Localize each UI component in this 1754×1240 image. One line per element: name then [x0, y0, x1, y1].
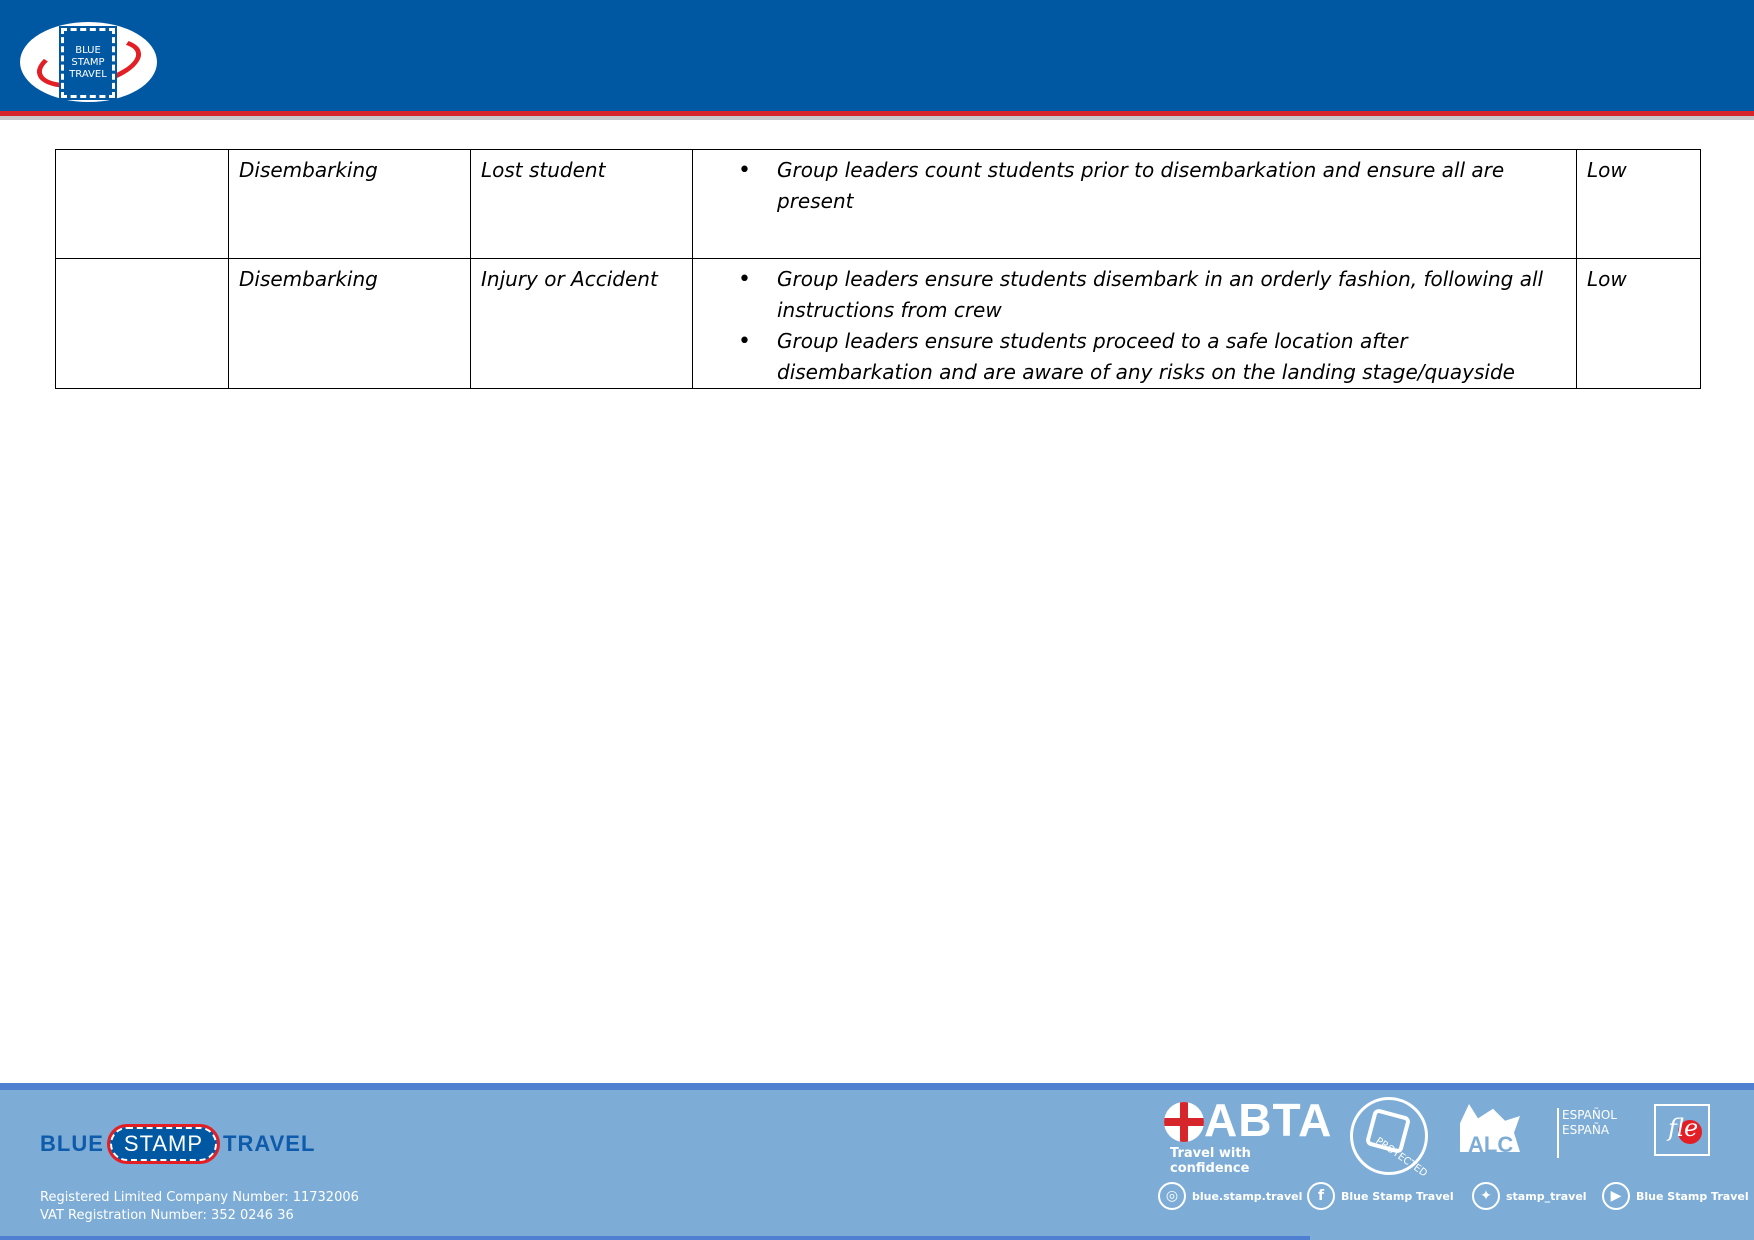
alc-logo	[1460, 1098, 1520, 1168]
social-twitter[interactable]	[1472, 1182, 1587, 1210]
abta-logo	[1164, 1094, 1333, 1176]
cell-hazard: Lost student	[471, 150, 693, 259]
logo-stamp	[61, 28, 115, 98]
espanol-espana-logo	[1557, 1108, 1617, 1158]
social-label: Blue Stamp Travel	[1341, 1189, 1454, 1203]
risk-assessment-table	[55, 149, 1701, 389]
page-header	[0, 0, 1754, 112]
footer-top-stripe	[0, 1083, 1754, 1090]
brand-word-stamp: STAMP	[110, 1127, 217, 1161]
cell-control-measures	[693, 259, 1577, 389]
espana-line2: ESPAÑA	[1562, 1123, 1610, 1137]
twitter-icon: ✦	[1472, 1182, 1500, 1210]
brand-word-blue: BLUE	[40, 1131, 104, 1156]
social-youtube[interactable]	[1602, 1182, 1749, 1210]
company-number: Registered Limited Company Number: 11732006	[40, 1190, 359, 1205]
cell-blank	[56, 150, 229, 259]
social-facebook[interactable]	[1307, 1182, 1454, 1210]
brand-word-travel: TRAVEL	[223, 1131, 316, 1156]
cell-control-measures	[693, 150, 1577, 259]
instagram-icon: ◎	[1158, 1182, 1186, 1210]
table-row	[56, 150, 1701, 259]
measures-list	[731, 264, 1566, 388]
abta-wordmark: ABTA	[1204, 1094, 1333, 1146]
logo-stamp-text: BLUE STAMP TRAVEL	[69, 45, 107, 80]
social-label: Blue Stamp Travel	[1636, 1189, 1749, 1203]
alc-text: ALC	[1468, 1132, 1514, 1157]
fle-logo	[1654, 1104, 1710, 1156]
header-grey-stripe	[0, 116, 1754, 120]
cell-activity: Disembarking	[229, 150, 471, 259]
cell-risk-level: Low	[1577, 150, 1701, 259]
atol-text: PROTECTED	[1373, 1135, 1430, 1180]
cell-blank	[56, 259, 229, 389]
cell-activity: Disembarking	[229, 259, 471, 389]
fle-text: fle	[1668, 1114, 1699, 1142]
list-item: • Group leaders ensure students disembark in an orderly fashion, following all instructions from crew	[731, 264, 1566, 326]
youtube-icon: ▶	[1602, 1182, 1630, 1210]
abta-tagline: Travel with confidence	[1170, 1146, 1251, 1176]
social-instagram[interactable]	[1158, 1182, 1302, 1210]
social-label: blue.stamp.travel	[1192, 1189, 1303, 1203]
union-flag-icon	[1164, 1102, 1204, 1142]
vat-number: VAT Registration Number: 352 0246 36	[40, 1208, 294, 1223]
cell-risk-level: Low	[1577, 259, 1701, 389]
cell-hazard: Injury or Accident	[471, 259, 693, 389]
list-item: • Group leaders count students prior to disembarkation and ensure all are present	[731, 155, 1566, 217]
footer-brand-logo	[40, 1124, 315, 1164]
table-row	[56, 259, 1701, 389]
measures-list	[731, 155, 1566, 217]
list-item: • Group leaders ensure students proceed to a safe location after disembarkation and are aware of any risks on the landing stage/quayside	[731, 326, 1566, 388]
footer-bottom-stripe	[0, 1236, 1310, 1240]
atol-protected-logo	[1350, 1097, 1430, 1180]
facebook-icon: f	[1307, 1182, 1335, 1210]
espana-line1: ESPAÑOL	[1562, 1108, 1617, 1122]
social-label: stamp_travel	[1506, 1189, 1587, 1203]
